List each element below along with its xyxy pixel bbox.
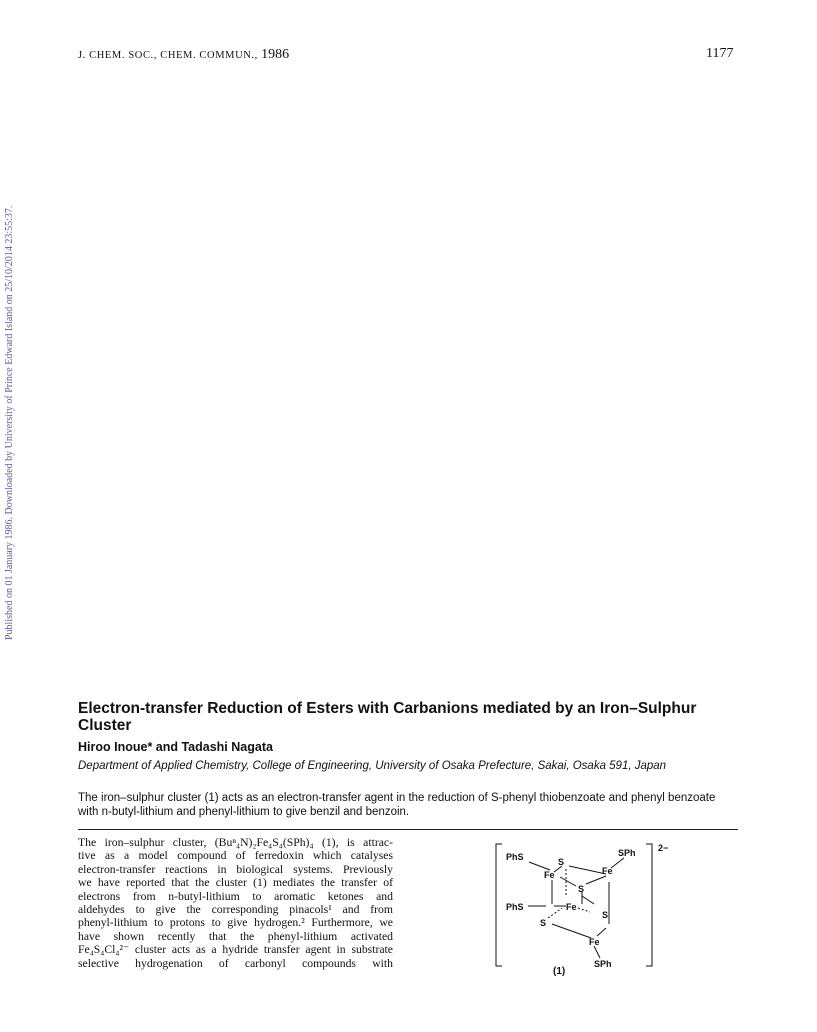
article-title: Electron-transfer Reduction of Esters with Carbanions mediated by an Iron–Sulphur Cluster xyxy=(78,700,697,734)
body-line: selective hydrogenation of carbonyl compounds with xyxy=(78,956,393,970)
author-affiliation: Department of Applied Chemistry, College of Engineering, University of Osaka Prefecture, Sakai, Osaka 591, Japan xyxy=(78,760,667,772)
cluster-structure-figure xyxy=(494,842,684,982)
body-line: aldehydes to give the corresponding pinacols¹ and from xyxy=(78,902,393,916)
atom-label-s: S xyxy=(578,884,585,894)
atom-label-s: S xyxy=(540,918,547,928)
article-authors: Hiroo Inoue* and Tadashi Nagata xyxy=(78,740,273,754)
atom-label-sph: SPh xyxy=(618,848,636,858)
atom-label-fe: Fe xyxy=(566,902,577,912)
left-bracket xyxy=(496,844,502,966)
atom-label-s: S xyxy=(558,857,565,867)
cluster-structure-diagram xyxy=(494,842,684,982)
section-divider xyxy=(78,829,738,830)
atom-label-phs: PhS xyxy=(506,852,524,862)
atom-label-phs: PhS xyxy=(506,902,524,912)
body-line: Fe₄S₄Cl₄²⁻ cluster acts as a hydride transfer agent in substrate xyxy=(78,943,393,957)
journal-name: J. CHEM. SOC., CHEM. COMMUN., xyxy=(78,50,258,61)
running-header xyxy=(78,47,289,63)
body-line: The iron–sulphur cluster, (Buⁿ₄N)₂Fe₄S₄(SPh)₄ (1), is attrac- xyxy=(78,836,393,849)
atom-label-fe: Fe xyxy=(544,870,555,880)
article-abstract: The iron–sulphur cluster (1) acts as an electron-transfer agent in the reduction of S-phenyl thiobenzoate and phenyl benzoate with n-butyl-lithium and phenyl-lithium to give benzil and benzoin. xyxy=(78,792,716,818)
body-line: tive as a model compound of ferredoxin which catalyses xyxy=(78,849,393,863)
body-paragraph xyxy=(78,836,393,970)
body-line: we have reported that the cluster (1) mediates the transfer of xyxy=(78,876,393,890)
atom-label-fe: Fe xyxy=(589,937,600,947)
page-number: 1177 xyxy=(706,46,734,61)
atom-label-fe: Fe xyxy=(602,866,613,876)
body-line: electrons from n-butyl-lithium to aromatic ketones and xyxy=(78,889,393,903)
body-line: electron-transfer reactions in biological systems. Previously xyxy=(78,862,393,876)
body-line: phenyl-lithium to protons to give hydrogen.² Furthermore, we xyxy=(78,916,393,930)
charge-label: 2− xyxy=(658,843,669,853)
journal-year: 1986 xyxy=(261,47,290,62)
right-bracket xyxy=(646,844,652,966)
atom-label-s: S xyxy=(602,910,609,920)
atom-label-sph: SPh xyxy=(594,959,612,969)
body-line: have shown recently that the phenyl-lithium activated xyxy=(78,929,393,943)
download-notice: Published on 01 January 1986. Downloaded by University of Prince Edward Island on 25/10/2014 23:55:37. xyxy=(4,205,15,640)
figure-caption: (1) xyxy=(553,966,566,977)
